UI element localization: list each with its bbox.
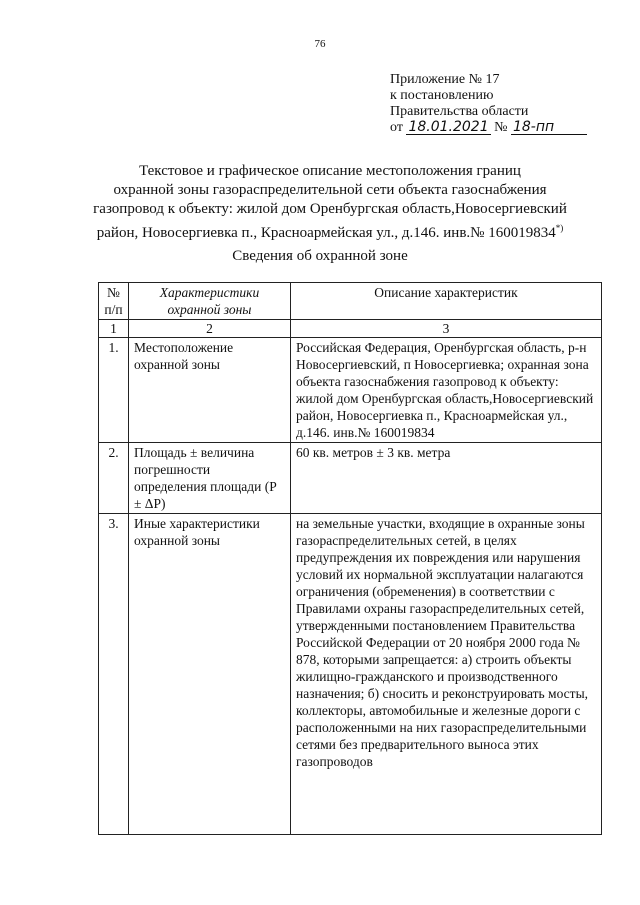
appendix-resolution: к постановлению bbox=[390, 88, 494, 103]
page-number: 76 bbox=[314, 38, 326, 50]
zone-info-table bbox=[98, 282, 602, 835]
number-prefix: № bbox=[494, 120, 508, 135]
title-line-4-text: район, Новосергиевка п., Красноармейская ул., д.146. инв.№ 160019834 bbox=[96, 225, 556, 241]
appendix-title: Приложение № 17 bbox=[390, 72, 500, 87]
row-1-num: 1. bbox=[99, 338, 129, 443]
title-line-4 bbox=[60, 219, 600, 243]
appendix-block bbox=[390, 72, 587, 136]
row-1-description: Российская Федерация, Оренбургская область, р-н Новосергиевский, п Новосергиевка; охранная зона объекта газоснабжения газопровод к объекту: жилой дом Оренбургская область,Новосергиевский район, Новосергиевка п., Красноармейская ул., д.146. инв.№ 160019834 bbox=[291, 338, 602, 443]
table-index-row bbox=[99, 320, 602, 338]
section-subtitle: Сведения об охранной зоне bbox=[232, 248, 408, 264]
handwritten-date: 18.01.2021 bbox=[408, 119, 489, 135]
table-header-row bbox=[99, 283, 602, 320]
table-row bbox=[99, 443, 602, 514]
date-prefix: от bbox=[390, 120, 403, 135]
row-2-num: 2. bbox=[99, 443, 129, 514]
row-2-description: 60 кв. метров ± 3 кв. метра bbox=[291, 443, 602, 514]
footnote-mark: *) bbox=[555, 223, 564, 233]
header-characteristic: Характеристики охранной зоны bbox=[129, 283, 291, 320]
row-3-characteristic: Иные характеристики охранной зоны bbox=[129, 514, 291, 835]
table-row bbox=[99, 514, 602, 835]
appendix-government: Правительства области bbox=[390, 104, 529, 119]
handwritten-number: 18-пп bbox=[511, 120, 587, 135]
row-3-description: на земельные участки, входящие в охранные зоны газораспределительных сетей, в целях предупреждения их повреждения или нарушения условий их нормальной эксплуатации налагаются ограничения (обременения) в соответствии с Правилами охраны газораспределительных сетей, утвержденными постановлением Правительства Российской Федерации от 20 ноября 2000 года № 878, которыми запрещается: а) строить объекты жилищно-гражданского и производственного назначения; б) сносить и реконструировать мосты, коллекторы, автомобильные и железные дороги с расположенными на них газораспределительными сетями без предварительного выноса этих газопроводов bbox=[291, 514, 602, 835]
row-2-characteristic: Площадь ± величина погрешности определения площади (P ± ΔP) bbox=[129, 443, 291, 514]
header-description: Описание характеристик bbox=[291, 283, 602, 320]
title-line-2: охранной зоны газораспределительной сети объекта газоснабжения bbox=[113, 182, 547, 198]
header-num: № п/п bbox=[99, 283, 129, 320]
title-line-1: Текстовое и графическое описание местоположения границ bbox=[139, 163, 521, 179]
index-cell-2: 2 bbox=[129, 320, 291, 338]
row-1-characteristic: Местоположение охранной зоны bbox=[129, 338, 291, 443]
index-cell-3: 3 bbox=[291, 320, 602, 338]
index-cell-1: 1 bbox=[99, 320, 129, 338]
document-title bbox=[60, 162, 600, 243]
title-line-3: газопровод к объекту: жилой дом Оренбургская область,Новосергиевский bbox=[93, 201, 567, 217]
appendix-date-line bbox=[390, 120, 587, 136]
row-3-num: 3. bbox=[99, 514, 129, 835]
table-row bbox=[99, 338, 602, 443]
